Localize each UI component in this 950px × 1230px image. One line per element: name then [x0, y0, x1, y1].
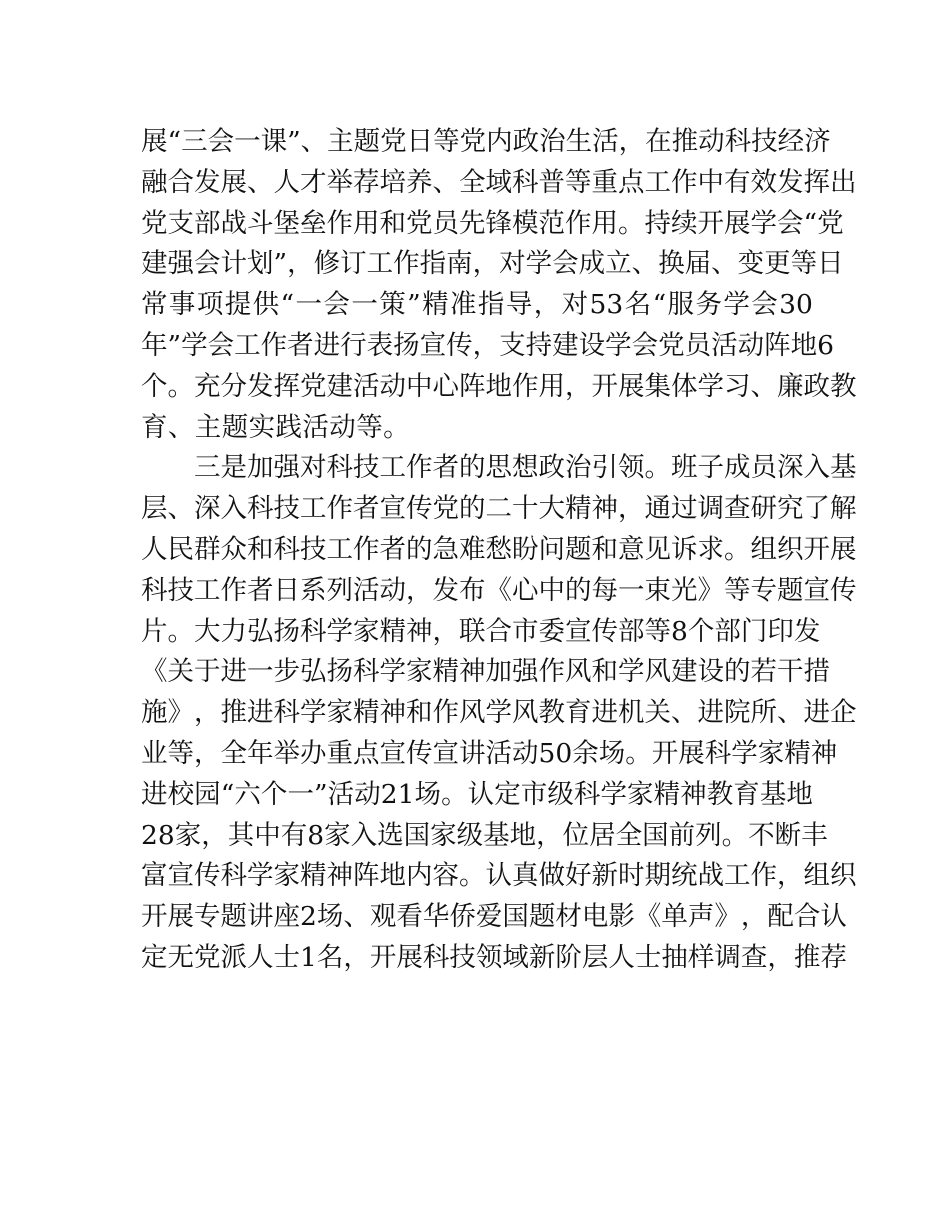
text-line: 片 。 大 力 弘 扬 科 学 家 精 神 ， 联 合 市 委 宣 传 部 等 8 个 部 门 印 发 [141, 615, 821, 647]
text-line: 科 技 工 作 者 日 系 列 活 动 ， 发 布 《 心 中 的 每 一 束 光 》 等 专 题 宣 传 [141, 574, 857, 606]
document-body [141, 122, 857, 979]
text-line: 施 》 ， 推 进 科 学 家 精 神 和 作 风 学 风 教 育 进 机 关 、 进 院 所 、 进 企 [141, 697, 857, 729]
text-line: 业 等 ， 全 年 举 办 重 点 宣 传 宣 讲 活 动 50 余 场 。 开 展 科 学 家 精 神 [141, 737, 838, 769]
paragraph-2 [141, 448, 857, 978]
text-line: 融 合 发 展 、 人 才 举 荐 培 养 、 全 域 科 普 等 重 点 工 作 中 有 效 发 挥 出 [141, 166, 857, 198]
text-line: 三 是 加 强 对 科 技 工 作 者 的 思 想 政 治 引 领 。 班 子 成 员 深 入 基 [194, 452, 857, 484]
text-line: 层 、 深 入 科 技 工 作 者 宣 传 党 的 二 十 大 精 神 ， 通 过 调 查 研 究 了 解 [141, 493, 857, 525]
text-line: 个 。 充 分 发 挥 党 建 活 动 中 心 阵 地 作 用 ， 开 展 集 体 学 习 、 廉 政 教 [141, 370, 857, 402]
text-line: 进 校 园 “ 六 个 一 ” 活 动 21 场 。 认 定 市 级 科 学 家 精 神 教 育 基 地 [141, 778, 813, 810]
text-line: 开 展 专 题 讲 座 2 场 、 观 看 华 侨 爱 国 题 材 电 影 《 单 声 》 ， 配 合 认 [141, 901, 847, 933]
text-line: 党 支 部 战 斗 堡 垒 作 用 和 党 员 先 锋 模 范 作 用 。 持 续 开 展 学 会 “ 党 [141, 207, 844, 239]
text-line: 《 关 于 进 一 步 弘 扬 科 学 家 精 神 加 强 作 风 和 学 风 建 设 的 若 干 措 [141, 656, 830, 688]
text-line: 建 强 会 计 划 ” ， 修 订 工 作 指 南 ， 对 学 会 成 立 、 换 届 、 变 更 等 日 [141, 248, 844, 280]
text-line: 年 ” 学 会 工 作 者 进 行 表 扬 宣 传 ， 支 持 建 设 学 会 党 员 活 动 阵 地 6 [141, 329, 834, 361]
text-line: 育、主题实践活动等。 [141, 411, 410, 443]
paragraph-1 [141, 122, 857, 448]
text-line: 人 民 群 众 和 科 技 工 作 者 的 急 难 愁 盼 问 题 和 意 见 诉 求 。 组 织 开 展 [141, 533, 857, 565]
text-line: 富 宣 传 科 学 家 精 神 阵 地 内 容 。 认 真 做 好 新 时 期 统 战 工 作 ， 组 织 [141, 860, 857, 892]
text-line: 定 无 党 派 人 士 1 名 ， 开 展 科 技 领 域 新 阶 层 人 士 抽 样 调 查 ， 推 荐 [141, 941, 847, 973]
text-line: 28 家 ， 其 中 有 8 家 入 选 国 家 级 基 地 ， 位 居 全 国 前 列 。 不 断 丰 [141, 819, 828, 851]
text-line: 常 事 项 提 供 “ 一 会 一 策 ” 精 准 指 导 ， 对 53 名 “ 服 务 学 会 30 [141, 289, 813, 321]
text-line: 展 “ 三 会 一 课 ” 、 主 题 党 日 等 党 内 政 治 生 活 ， 在 推 动 科 技 经 济 [141, 126, 831, 157]
